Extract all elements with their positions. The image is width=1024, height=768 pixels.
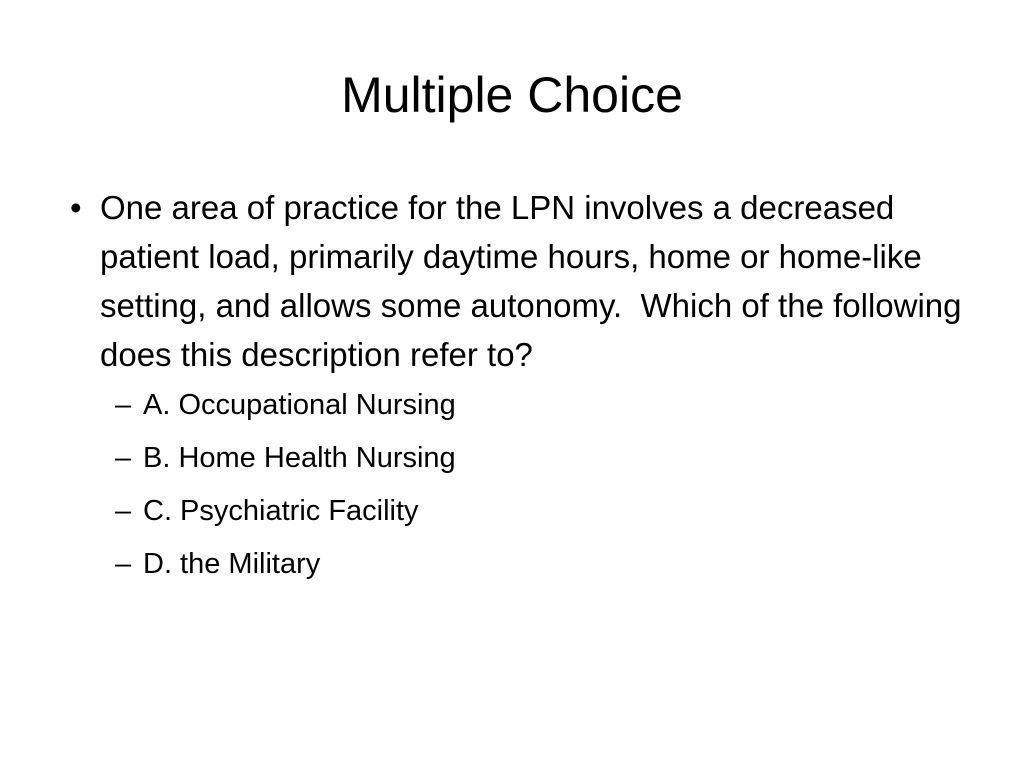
slide-title: Multiple Choice [341, 67, 683, 123]
option-d [115, 546, 970, 582]
slide-body [70, 183, 970, 599]
question-bullet [70, 183, 970, 379]
answer-options [70, 387, 970, 582]
option-a [115, 387, 970, 423]
option-d-text: D. the Military [143, 548, 321, 580]
dash-icon: – [115, 495, 132, 527]
question-text: One area of practice for the LPN involves a decreased patient load, primarily daytime hours, home or home-like setting, and allows some autonomy. Which of the following does this description refer to? [100, 189, 971, 373]
dash-icon: – [115, 548, 132, 580]
dash-icon: – [115, 389, 132, 421]
option-b [115, 440, 970, 476]
bullet-dot-icon: • [70, 189, 82, 226]
option-b-text: B. Home Health Nursing [143, 442, 456, 474]
dash-icon: – [115, 442, 132, 474]
option-c [115, 493, 970, 529]
option-a-text: A. Occupational Nursing [143, 389, 456, 421]
option-c-text: C. Psychiatric Facility [143, 495, 419, 527]
